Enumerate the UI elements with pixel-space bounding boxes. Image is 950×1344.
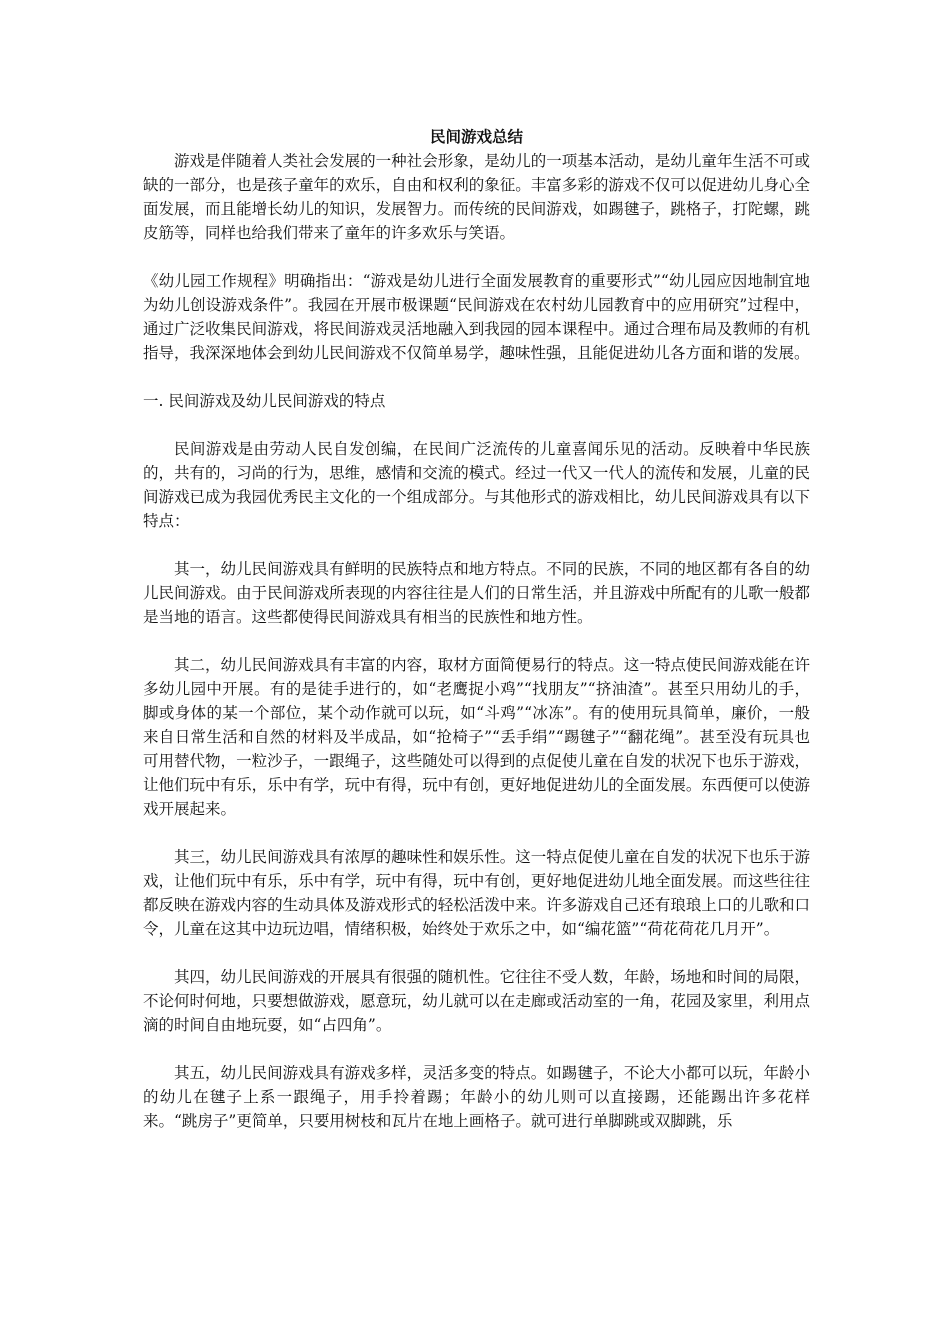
document-body — [143, 125, 810, 1133]
feature-paragraph-2: 其二，幼儿民间游戏具有丰富的内容，取材方面简便易行的特点。这一特点使民间游戏能在许多幼儿园中开展。有的是徒手进行的，如“老鹰捉小鸡”“找朋友”“挤油渣”。甚至只用幼儿的手，脚或身体的某一个部位，某个动作就可以玩，如“斗鸡”“冰冻”。有的使用玩具简单，廉价，一般来自日常生活和自然的材料及半成品，如“抢椅子”“丢手绢”“踢毽子”“翻花绳”。甚至没有玩具也可用替代物，一粒沙子，一跟绳子，这些随处可以得到的点促使儿童在自发的状况下也乐于游戏，让他们玩中有乐，乐中有学，玩中有得，玩中有创，更好地促进幼儿的全面发展。东西便可以使游戏开展起来。 — [143, 656, 810, 818]
section-intro-paragraph: 民间游戏是由劳动人民自发创编，在民间广泛流传的儿童喜闻乐见的活动。反映着中华民族的，共有的，习尚的行为，思维，感情和交流的模式。经过一代又一代人的流传和发展，儿童的民间游戏已成为我园优秀民主文化的一个组成部分。与其他形式的游戏相比，幼儿民间游戏具有以下特点： — [143, 440, 810, 530]
intro-paragraph: 游戏是伴随着人类社会发展的一种社会形象，是幼儿的一项基本活动，是幼儿童年生活不可或缺的一部分，也是孩子童年的欢乐，自由和权利的象征。丰富多彩的游戏不仅可以促进幼儿身心全面发展，而且能增长幼儿的知识，发展智力。而传统的民间游戏，如踢毽子，跳格子，打陀螺，跳皮筋等，同样也给我们带来了童年的许多欢乐与笑语。 — [143, 152, 810, 242]
document-title: 民间游戏总结 — [429, 127, 523, 146]
feature-paragraph-5: 其五，幼儿民间游戏具有游戏多样，灵活多变的特点。如踢毽子，不论大小都可以玩，年龄小的幼儿在毽子上系一跟绳子，用手拎着踢；年龄小的幼儿则可以直接踢，还能踢出许多花样来。“跳房子”更简单，只要用树枝和瓦片在地上画格子。就可进行单脚跳或双脚跳，乐 — [143, 1064, 810, 1130]
regulation-paragraph: 《幼儿园工作规程》明确指出：“游戏是幼儿进行全面发展教育的重要形式”“幼儿园应因地制宜地为幼儿创设游戏条件”。我园在开展市极课题“民间游戏在农村幼儿园教育中的应用研究”过程中，通过广泛收集民间游戏，将民间游戏灵活地融入到我园的园本课程中。通过合理布局及教师的有机指导，我深深地体会到幼儿民间游戏不仅简单易学，趣味性强，且能促进幼儿各方面和谐的发展。 — [143, 272, 810, 362]
feature-paragraph-4: 其四，幼儿民间游戏的开展具有很强的随机性。它往往不受人数，年龄，场地和时间的局限，不论何时何地，只要想做游戏，愿意玩，幼儿就可以在走廊或活动室的一角，花园及家里，利用点滴的时间自由地玩耍，如“占四角”。 — [143, 968, 810, 1034]
feature-paragraph-3: 其三，幼儿民间游戏具有浓厚的趣味性和娱乐性。这一特点促使儿童在自发的状况下也乐于游戏，让他们玩中有乐，乐中有学，玩中有得，玩中有创，更好地促进幼儿地全面发展。而这些往往都反映在游戏内容的生动具体及游戏形式的轻松活泼中来。许多游戏自己还有琅琅上口的儿歌和口令，儿童在这其中边玩边唱，情绪积极，始终处于欢乐之中，如“编花篮”“荷花荷花几月开”。 — [143, 848, 810, 938]
section-heading: 一. 民间游戏及幼儿民间游戏的特点 — [143, 392, 386, 410]
feature-paragraph-1: 其一，幼儿民间游戏具有鲜明的民族特点和地方特点。不同的民族，不同的地区都有各自的幼儿民间游戏。由于民间游戏所表现的内容往往是人们的日常生活，并且游戏中所配有的儿歌一般都是当地的语言。这些都使得民间游戏具有相当的民族性和地方性。 — [143, 560, 810, 626]
